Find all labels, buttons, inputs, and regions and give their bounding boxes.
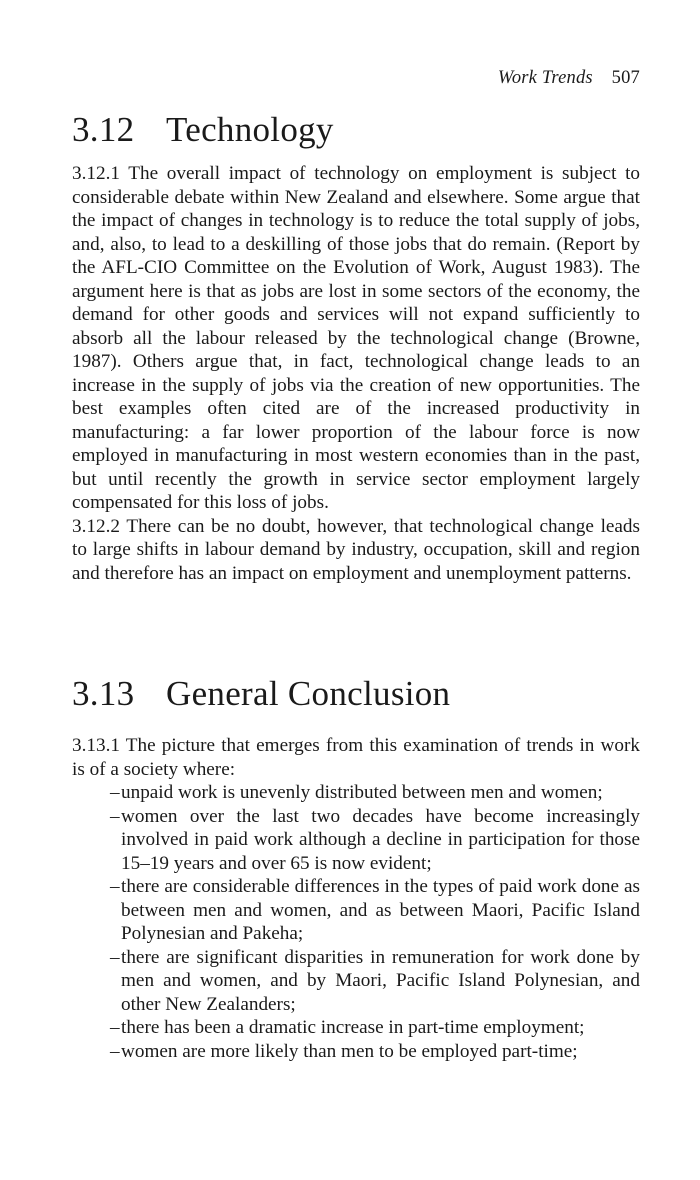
paragraph-3-12-1: 3.12.1 The overall impact of technology on employment is subject to considerable debate within New Zealand and elsewhere. Some argue that the impact of changes in technology is to reduce the total supply of jobs, and, also, to lead to a deskilling of those jobs that do remain. (Report by the AFL-CIO Committee on the Evolution of Work, August 1983). The argument here is that as jobs are lost in some sectors of the economy, the demand for other goods and services will not expand sufficiently to absorb all the labour released by the technological change (Browne, 1987). Others argue that, in fact, technological change leads to an increase in the supply of jobs via the creation of new opportunities. The best examples often cited are of the increased productivity in manufacturing: a far lower proportion of the labour force is now employed in manufacturing in most western economies than in the past, but until recently the growth in service sector employment largely compensated for this loss of jobs. xyxy=(72,163,640,513)
page-number: 507 xyxy=(611,68,640,88)
running-head xyxy=(498,68,640,89)
section-title-text: Technology xyxy=(166,110,334,149)
section-heading-general-conclusion xyxy=(72,674,450,714)
section-number: 3.12 xyxy=(72,110,135,149)
paragraph-3-13-1: 3.13.1 The picture that emerges from this examination of trends in work is of a society where: xyxy=(72,735,640,780)
running-head-title: Work Trends xyxy=(497,68,593,88)
paragraph-3-12-2: 3.12.2 There can be no doubt, however, that technological change leads to large shifts in labour demand by industry, occupation, skill and region and therefore has an impact on employment and unemployment patterns. xyxy=(72,515,640,584)
list-item: – women are more likely than men to be employed part-time; xyxy=(110,1040,640,1064)
list-item: – women over the last two decades have become increasingly involved in paid work although a decline in participation for those 15–19 years and over 65 is now evident; xyxy=(110,805,640,876)
list-item: – there are considerable differences in the types of paid work done as between men and women, and as between Maori, Pacific Island Polynesian and Pakeha; xyxy=(110,875,640,946)
section-heading-technology xyxy=(72,110,334,150)
section-number: 3.13 xyxy=(72,674,135,713)
conclusion-list xyxy=(72,781,640,1063)
section-title-text: General Conclusion xyxy=(166,674,451,713)
list-item: – there are significant disparities in remuneration for work done by men and women, and by Maori, Pacific Island Polynesian, and other New Zealanders; xyxy=(110,946,640,1017)
section-body-general-conclusion xyxy=(72,734,640,1063)
list-item: – there has been a dramatic increase in part-time employment; xyxy=(110,1016,640,1040)
list-item: – unpaid work is unevenly distributed between men and women; xyxy=(110,781,640,805)
section-body-technology xyxy=(72,162,640,585)
